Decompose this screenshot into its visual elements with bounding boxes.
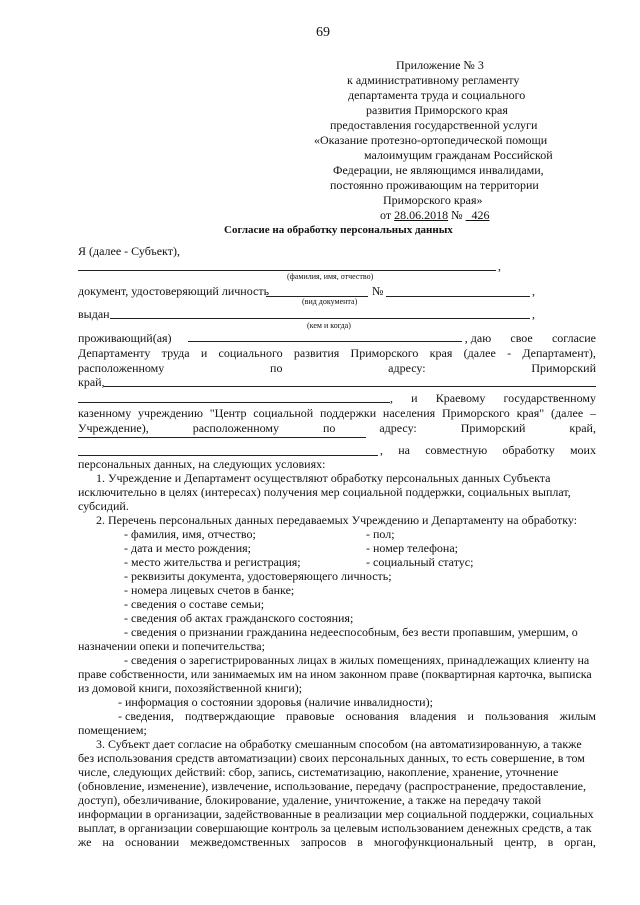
kgku-word: и (411, 391, 418, 405)
clause3-last-row (78, 835, 596, 849)
doc-number-line (386, 296, 530, 297)
pd-item-cont: из домовой книги, похозяйственной книги); (78, 681, 303, 695)
clause3-line: (обновление, изменение), извлечение, использование, передачу (распространение, предоставление, (78, 779, 586, 793)
inst-addr-word: адресу: (379, 421, 417, 435)
dept-word: Департаменту (78, 346, 151, 360)
issued-label: выдан (78, 307, 110, 321)
doc-comma: , (532, 284, 535, 298)
pd-item: - пол; (366, 527, 395, 541)
appendix-number: 426 (471, 208, 490, 222)
pd-item-cont: назначении опеки и попечительства; (78, 639, 265, 653)
fio-line (78, 270, 496, 271)
rights-word: владения (409, 709, 457, 723)
joint-word: обработку (502, 443, 555, 457)
appendix-line: к административному регламенту (347, 73, 520, 87)
appendix-line: развития Приморского края (366, 103, 508, 117)
resid-word: свое (510, 331, 533, 345)
inst-word: – (589, 406, 596, 420)
issued-line (110, 318, 530, 319)
pd-item: - информация о состоянии здоровья (наличие инвалидности); (118, 695, 433, 709)
number-prefix: № (451, 208, 463, 222)
rights-word: пользования (484, 709, 549, 723)
dept-address-line-2 (78, 402, 390, 403)
appendix-title: Приложение № 3 (396, 58, 484, 72)
appendix-line: предоставления государственной услуги (330, 118, 538, 132)
rights-word: жилым (559, 709, 596, 723)
inst-word: Приморского (441, 406, 510, 420)
krai-label: край, (78, 375, 105, 389)
clause3-word: запросов (300, 835, 347, 849)
resid-word: согласие (551, 331, 596, 345)
inst-word: социальной (253, 406, 314, 420)
inst-word: края" (516, 406, 545, 420)
clause3-line: доступ), обезличивание, блокирование, удаление, уничтожение, а также на передачу такой (78, 793, 542, 807)
pd-item: - фамилия, имя, отчество; (124, 527, 256, 541)
joint-word: , (380, 443, 383, 457)
clause1-line: 1. Учреждение и Департамент осуществляют обработку персональных данных Субъекта (96, 471, 551, 485)
rights-word: и (467, 709, 474, 723)
dept-word: труда (161, 346, 190, 360)
pd-item: - дата и место рождения; (124, 541, 252, 555)
appendix-date-line (380, 208, 490, 222)
located-word: расположенному (78, 361, 165, 375)
joint-word: совместную (425, 443, 488, 457)
inst-addr-word: Учреждение), (78, 421, 149, 435)
issued-comma: , (532, 307, 535, 321)
residence-row (78, 331, 596, 345)
rights-word: подтверждающие (184, 709, 275, 723)
inst-word: поддержки (319, 406, 377, 420)
clause1-line: субсидий. (78, 499, 129, 513)
issued-caption: (кем и когда) (307, 321, 351, 330)
institution-address-row (78, 421, 596, 435)
clause3-word: многофункциональный (373, 835, 494, 849)
appendix-line: постоянно проживающим на территории (330, 178, 539, 192)
located-word: по (270, 361, 283, 375)
inst-address-line-2 (78, 455, 378, 456)
dept-word: и (200, 346, 208, 360)
appendix-line: Приморского края» (383, 193, 483, 207)
subject-intro: Я (далее - Субъект), (78, 244, 180, 258)
pd-item: - сведения о зарегистрированных лицах в жилых помещениях, принадлежащих клиенту на (124, 653, 590, 667)
kgku-word: государственному (503, 391, 596, 405)
dept-word: Приморского (350, 346, 419, 360)
clause3-word: в (357, 835, 363, 849)
inst-word: населения (382, 406, 436, 420)
clause3-word: орган, (564, 835, 596, 849)
clause3-word: центр, (504, 835, 537, 849)
institution-row (78, 406, 596, 420)
joint-row (380, 443, 596, 457)
doc-caption: (вид документа) (302, 297, 358, 306)
appendix-line: малоимущим гражданам Российской (364, 148, 553, 162)
appendix-date: 28.06.2018 (394, 208, 449, 222)
located-row (78, 361, 596, 375)
pd-item: - сведения о признании гражданина недееспособным, без вести пропавшим, умершим, о (124, 625, 578, 639)
clause3-word: основании (125, 835, 180, 849)
clause3-line: информации в организации, задействованные в реализации мер социальной поддержки, социальных (78, 807, 594, 821)
rights-row (118, 709, 596, 723)
department-row (78, 346, 596, 360)
rights-word: основания (345, 709, 399, 723)
inst-addr-word: по (322, 421, 336, 435)
pd-item-cont: праве собственности, или занимаемых им на ином законном праве (поквартирная карточка, выписка (78, 667, 592, 681)
dept-word: (далее (463, 346, 496, 360)
pd-item: - сведения о составе семьи; (124, 597, 265, 611)
clause2-intro: 2. Перечень персональных данных передаваемых Учреждению и Департаменту на обработку: (96, 513, 578, 527)
clause3-line: 3. Субъект дает согласие на обработку смешанным способом (на автоматизированную, а также (96, 737, 582, 751)
pd-item: - сведения об актах гражданского состояния; (124, 611, 354, 625)
inst-word: "Центр (209, 406, 247, 420)
rights-word: правовые (286, 709, 335, 723)
inst-word: учреждению (138, 406, 203, 420)
joint-word: на (398, 443, 410, 457)
date-prefix: от (380, 208, 392, 222)
doc-label: документ, удостоверяющий личность (78, 284, 270, 298)
rights-word: - сведения, (118, 709, 174, 723)
page-number: 69 (316, 25, 330, 40)
dept-word: края (429, 346, 453, 360)
doc-number-prefix: № (372, 284, 384, 298)
joint-word: моих (569, 443, 596, 457)
fio-caption: (фамилия, имя, отчество) (287, 272, 374, 281)
clause3-word: на (102, 835, 115, 849)
pd-item: - номер телефона; (366, 541, 458, 555)
clause3-word: межведомственных (190, 835, 290, 849)
dept-word: развития (293, 346, 340, 360)
resid-word: , даю (464, 331, 492, 345)
clause3-word: же (78, 835, 92, 849)
appendix-line: департамента труда и социального (348, 88, 526, 102)
clause1-line: исключительно в целях (интересах) получения мер социальной поддержки, социальных выплат, (78, 485, 571, 499)
pd-item: - номера лицевых счетов в банке; (124, 583, 295, 597)
located-word: адресу: (388, 361, 426, 375)
resid-word: проживающий(ая) (78, 331, 172, 345)
document-heading: Согласие на обработку персональных данных (224, 224, 453, 236)
clause3-line: числе, следующих действий: сбор, запись, систематизацию, накопление, хранение, уточнение (78, 765, 559, 779)
inst-addr-word: расположенному (192, 421, 279, 435)
inst-address-line (78, 437, 366, 438)
appendix-line: «Оказание протезно-ортопедической помощи (314, 133, 548, 147)
clause3-word: в (547, 835, 554, 849)
inst-addr-word: край, (569, 421, 596, 435)
dept-word: Департамент), (522, 346, 596, 360)
inst-word: казенному (78, 406, 132, 420)
clause3-line: без использования средств автоматизации) своих персональных данных, то есть совершение, в том (78, 751, 585, 765)
inst-addr-word: Приморский (460, 421, 526, 435)
kgku-row (390, 391, 596, 405)
conditions-line: персональных данных, на следующих условиях: (78, 457, 326, 471)
appendix-line: Федерации, не являющимся инвалидами, (333, 163, 544, 177)
fio-comma: , (498, 259, 501, 273)
clause3-line: выплат, в организации совершающие контроль за целевым использованием денежных средств, а так (78, 821, 592, 835)
pd-item-cont: помещением; (78, 723, 147, 737)
inst-word: (далее (550, 406, 584, 420)
pd-item: - место жительства и регистрация; (124, 555, 301, 569)
dept-word: социального (218, 346, 283, 360)
kgku-word: , (390, 391, 393, 405)
dept-word: - (507, 346, 512, 360)
dept-address-line (104, 386, 596, 387)
kgku-word: Краевому (435, 391, 486, 405)
pd-item: - социальный статус; (366, 555, 474, 569)
pd-item: - реквизиты документа, удостоверяющего личность; (124, 569, 392, 583)
located-word: Приморский (531, 361, 596, 375)
